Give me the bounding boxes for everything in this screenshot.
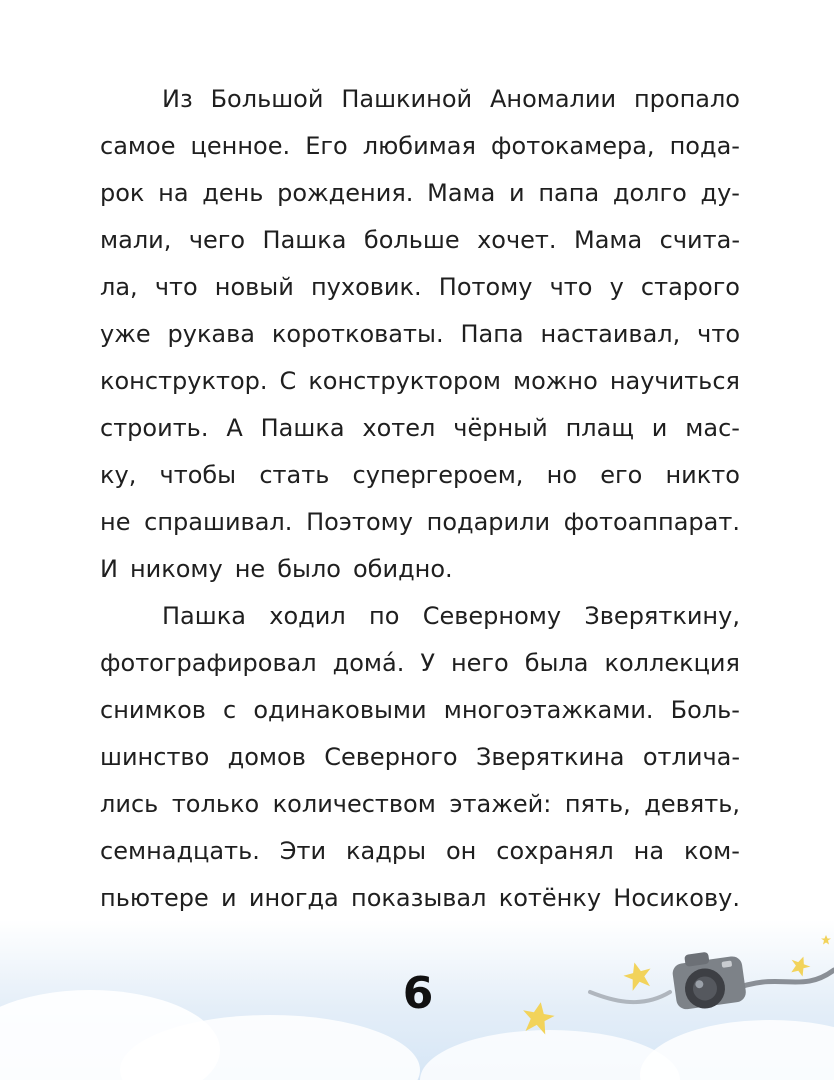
text-line: шинство домов Северного Зверяткина отлича- — [100, 743, 740, 771]
text-line: фотографировал дома́. У него была коллекция — [100, 649, 740, 677]
text-line: ла, что новый пуховик. Потому что у старого — [100, 273, 740, 301]
text-line: строить. А Пашка хотел чёрный плащ и мас- — [100, 414, 740, 442]
page-number: 6 — [402, 968, 434, 1019]
star-icon — [821, 935, 831, 945]
camera-illustration — [500, 900, 834, 1040]
camera-strap — [590, 992, 670, 1002]
text-line: Из Большой Пашкиной Аномалии пропало — [162, 85, 740, 113]
text-line: ку, чтобы стать супергероем, но его никто — [100, 461, 740, 489]
text-line: семнадцать. Эти кадры он сохранял на ком- — [100, 837, 740, 865]
text-line: И никому не было обидно. — [100, 555, 453, 583]
story-text — [100, 76, 740, 922]
camera-scene — [500, 900, 834, 1040]
text-line: Пашка ходил по Северному Зверяткину, — [162, 602, 740, 630]
text-line: самое ценное. Его любимая фотокамера, пода- — [100, 132, 740, 160]
camera-icon — [670, 947, 747, 1012]
camera-strap — [732, 970, 834, 990]
star-icon — [520, 999, 557, 1035]
text-line: уже рукава коротковаты. Папа настаивал, что — [100, 320, 740, 348]
star-icon — [788, 953, 813, 978]
paragraph-2 — [100, 593, 740, 922]
star-icon — [621, 959, 655, 992]
text-line: рок на день рождения. Мама и папа долго ду- — [100, 179, 740, 207]
text-line: не спрашивал. Поэтому подарили фотоаппарат. — [100, 508, 740, 536]
text-line: пьютере и иногда показывал котёнку Носикову. — [100, 884, 740, 912]
text-line: конструктор. С конструктором можно научиться — [100, 367, 740, 395]
text-line: лись только количеством этажей: пять, девять, — [100, 790, 740, 818]
paragraph-1 — [100, 76, 740, 593]
text-line: мали, чего Пашка больше хочет. Мама счита- — [100, 226, 740, 254]
text-line: снимков с одинаковыми многоэтажками. Боль- — [100, 696, 740, 724]
